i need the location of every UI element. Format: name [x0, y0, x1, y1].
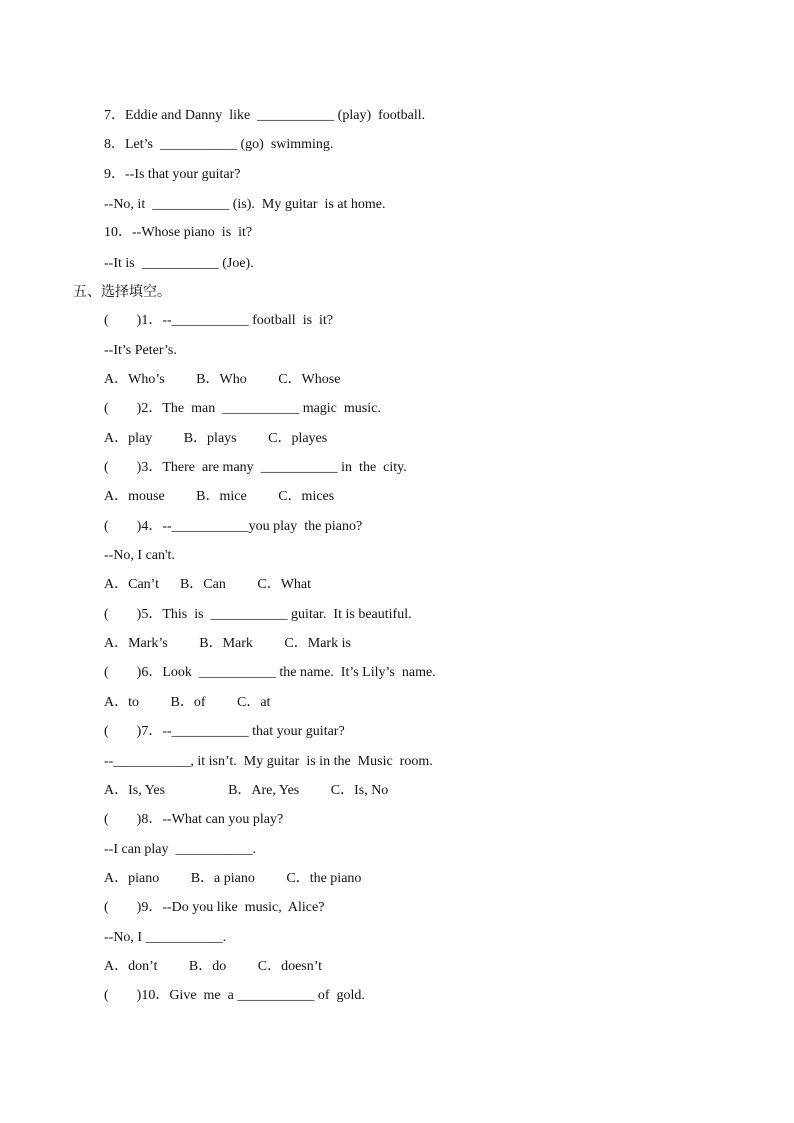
- mc-4-question: ( )4．--___________you play the piano?: [104, 519, 363, 534]
- mc-1-question: ( )1．--___________ football is it?: [104, 313, 334, 328]
- mc-9-question: ( )9．--Do you like music, Alice?: [104, 900, 325, 915]
- question-10: 10．--Whose piano is it?: [104, 225, 253, 240]
- mc-9-answer-line: --No, I ___________.: [104, 930, 227, 945]
- mc-2-question: ( )2．The man ___________ magic music.: [104, 401, 381, 416]
- section-5-title: 五、选择填空。: [73, 284, 171, 300]
- mc-5-question: ( )5．This is ___________ guitar. It is beautiful.: [104, 607, 412, 622]
- mc-10-question: ( )10．Give me a ___________ of gold.: [104, 988, 365, 1003]
- question-8: 8．Let’s ___________ (go) swimming.: [104, 137, 334, 152]
- mc-3-question: ( )3．There are many ___________ in the city.: [104, 460, 407, 475]
- mc-6-options: A．to B．of C．at: [104, 695, 271, 710]
- question-9: 9．--Is that your guitar?: [104, 167, 241, 182]
- mc-1-options: A．Who’s B．Who C．Whose: [104, 372, 341, 387]
- mc-7-options: A．Is, Yes B．Are, Yes C．Is, No: [104, 783, 389, 798]
- mc-3-options: A．mouse B．mice C．mices: [104, 489, 335, 504]
- mc-8-options: A．piano B．a piano C．the piano: [104, 871, 362, 886]
- mc-5-options: A．Mark’s B．Mark C．Mark is: [104, 636, 351, 651]
- mc-8-question: ( )8．--What can you play?: [104, 812, 284, 827]
- mc-1-answer-line: --It’s Peter’s.: [104, 343, 177, 358]
- mc-6-question: ( )6．Look ___________ the name. It’s Lily’s name.: [104, 665, 436, 680]
- mc-4-options: A．Can’t B．Can C．What: [104, 577, 312, 592]
- mc-8-answer-line: --I can play ___________.: [104, 842, 257, 857]
- question-9-answer: --No, it ___________ (is). My guitar is at home.: [104, 197, 386, 212]
- mc-7-answer-line: --___________, it isn’t. My guitar is in the Music room.: [104, 754, 433, 769]
- mc-7-question: ( )7．--___________ that your guitar?: [104, 724, 345, 739]
- question-10-answer: --It is ___________ (Joe).: [104, 256, 254, 271]
- mc-2-options: A．play B．plays C．playes: [104, 431, 328, 446]
- question-7: 7．Eddie and Danny like ___________ (play) football.: [104, 108, 426, 123]
- mc-9-options: A．don’t B．do C．doesn’t: [104, 959, 323, 974]
- mc-4-answer-line: --No, I can't.: [104, 548, 175, 563]
